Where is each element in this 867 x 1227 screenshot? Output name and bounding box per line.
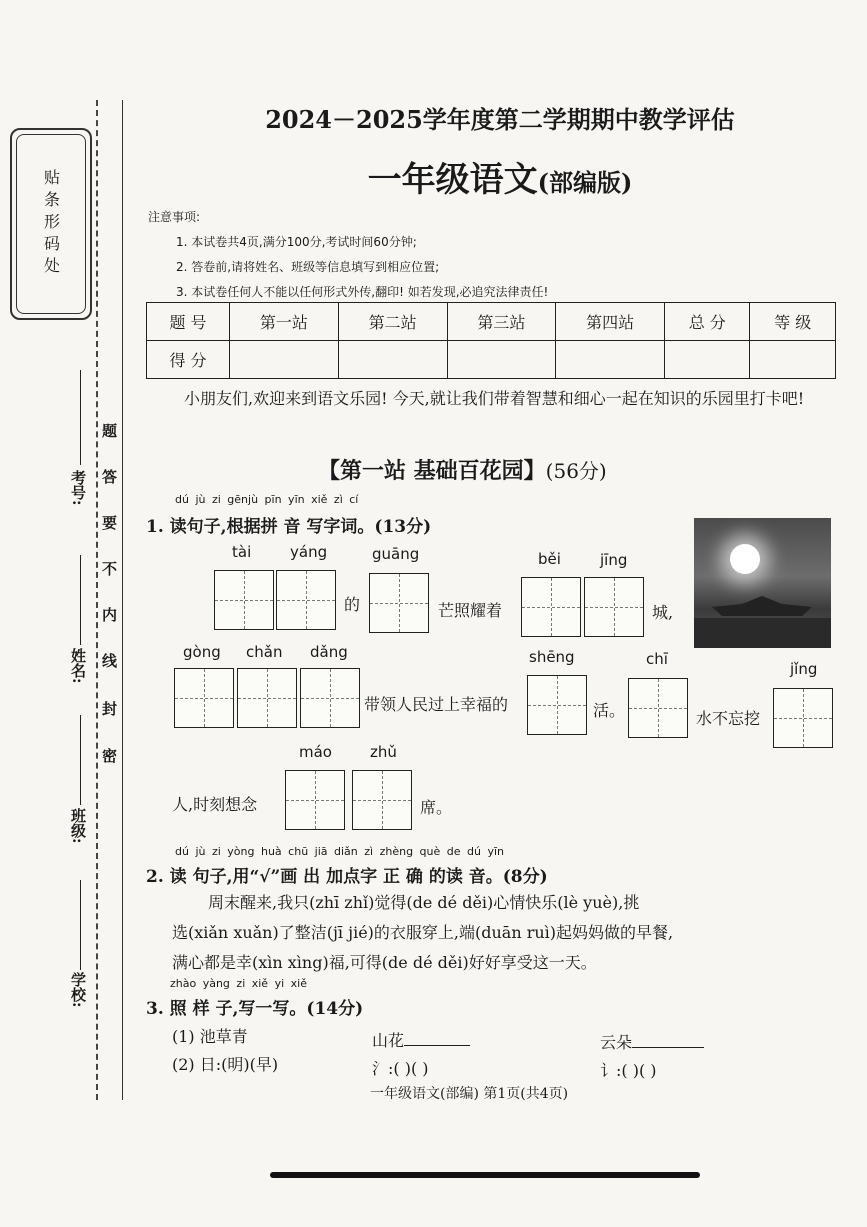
barcode-label: 贴条形码处 — [16, 134, 86, 314]
q2-pinyin: dú jù zi yòng huà chū jiā diǎn zì zhèng què de dú yīn — [175, 845, 505, 858]
seal-char: 内 — [102, 606, 118, 624]
writing-box[interactable] — [300, 668, 360, 728]
notes-heading: 注意事项: — [148, 210, 201, 224]
tiananmen-icon — [712, 596, 812, 616]
q1-text: 带领人民过上幸福的 — [364, 695, 509, 714]
intro-text: 小朋友们,欢迎来到语文乐园! 今天,就让我们带着智慧和细心一起在知识的乐园里打卡吧! — [184, 389, 805, 408]
writing-box[interactable] — [527, 675, 587, 735]
name-label: 姓名: — [69, 648, 87, 684]
seal-char: 题 — [102, 422, 118, 440]
writing-box[interactable] — [214, 570, 274, 630]
seal-char: 线 — [102, 652, 118, 670]
q2-line: 选(xiǎn xuǎn)了整洁(jī jié)的衣服穿上,端(duān ruì)起妈妈做的早餐, — [172, 923, 674, 942]
sun-icon — [730, 544, 760, 574]
pinyin: chī — [646, 650, 668, 668]
table-cell: 第三站 — [447, 303, 556, 341]
pinyin: dǎng — [310, 643, 348, 661]
table-cell: 等 级 — [750, 303, 836, 341]
q1-text: 席。 — [420, 798, 453, 817]
seal-char: 不 — [102, 560, 118, 578]
station1-points: (56分) — [545, 459, 607, 483]
school-line[interactable] — [80, 880, 81, 970]
seal-char: 封 — [102, 700, 118, 718]
note-item: 3. 本试卷任何人不能以任何形式外传,翻印! 如若发现,必追究法律责任! — [176, 285, 549, 299]
class-line[interactable] — [80, 715, 81, 805]
beijing-sun-photo — [694, 518, 831, 648]
ground — [694, 618, 831, 648]
table-cell: 第一站 — [230, 303, 339, 341]
q1-text: 活。 — [593, 701, 626, 720]
writing-box[interactable] — [628, 678, 688, 738]
table-cell: 第四站 — [556, 303, 665, 341]
exam-title: 2024－2025学年度第二学期期中教学评估 — [265, 105, 735, 134]
page-footer: 一年级语文(部编) 第1页(共4页) — [370, 1086, 569, 1102]
scan-edge — [270, 1172, 700, 1178]
binding-dashed-line — [96, 100, 98, 1100]
q3-item-text: 山花 — [372, 1031, 405, 1050]
seal-char: 密 — [102, 747, 118, 765]
station1-title — [318, 454, 607, 485]
writing-box[interactable] — [369, 573, 429, 633]
score-cell[interactable] — [447, 341, 556, 379]
q1-text: 水不忘挖 — [696, 709, 761, 728]
q2-line: 周末醒来,我只(zhī zhǐ)觉得(de dé děi)心情快乐(lè yuè),挑 — [208, 893, 640, 912]
score-cell[interactable] — [556, 341, 665, 379]
table-cell: 得 分 — [147, 341, 230, 379]
writing-box[interactable] — [773, 688, 833, 748]
name-line[interactable] — [80, 555, 81, 645]
score-table — [146, 302, 836, 379]
pinyin: jīng — [600, 551, 628, 569]
q1-pinyin: dú jù zi gēnjù pīn yīn xiě zì cí — [175, 493, 359, 506]
q1-label: 1. 读句子,根据拼 音 写字词。(13分) — [146, 517, 432, 537]
pinyin: guāng — [372, 545, 420, 563]
pinyin: jǐng — [790, 660, 818, 678]
score-table-header-row — [147, 303, 836, 341]
note-item: 2. 答卷前,请将姓名、班级等信息填写到相应位置; — [176, 260, 440, 274]
writing-box[interactable] — [285, 770, 345, 830]
answer-blank[interactable] — [404, 1045, 470, 1046]
pinyin: máo — [299, 743, 332, 761]
q1-text: 城, — [652, 603, 674, 622]
q1-text: 芒照耀着 — [438, 601, 503, 620]
q3-item-text: 云朵 — [600, 1033, 633, 1052]
table-cell: 第二站 — [338, 303, 447, 341]
seal-char: 答 — [102, 468, 118, 486]
table-cell: 总 分 — [665, 303, 750, 341]
table-cell: 题 号 — [147, 303, 230, 341]
exam-number-line[interactable] — [80, 370, 81, 465]
pinyin: yáng — [290, 543, 328, 561]
q3-item — [372, 1028, 470, 1051]
writing-box[interactable] — [521, 577, 581, 637]
q3-item[interactable]: 讠:( )( ) — [600, 1061, 657, 1080]
q3-item[interactable]: 氵:( )( ) — [372, 1059, 429, 1078]
writing-box[interactable] — [237, 668, 297, 728]
q3-pinyin: zhào yàng zi xiě yi xiě — [170, 977, 307, 990]
school-label: 学校: — [69, 972, 87, 1008]
pinyin: gòng — [183, 643, 221, 661]
q2-line: 满心都是幸(xìn xìng)福,可得(de dé děi)好好享受这一天。 — [172, 953, 597, 972]
subject-name: 一年级语文 — [367, 160, 538, 200]
note-item: 1. 本试卷共4页,满分100分,考试时间60分钟; — [176, 235, 417, 249]
pinyin: tài — [232, 543, 252, 561]
score-table-score-row — [147, 341, 836, 379]
writing-box[interactable] — [276, 570, 336, 630]
barcode-area — [10, 128, 92, 320]
writing-box[interactable] — [584, 577, 644, 637]
writing-box[interactable] — [174, 668, 234, 728]
edition: (部编版) — [537, 168, 633, 197]
writing-box[interactable] — [352, 770, 412, 830]
q3-label: 3. 照 样 子,写一写。(14分) — [146, 999, 364, 1019]
q2-label: 2. 读 句子,用“√”画 出 加点字 正 确 的读 音。(8分) — [146, 867, 548, 887]
q3-item — [600, 1030, 704, 1053]
q1-text: 的 — [344, 595, 361, 614]
notes — [148, 205, 548, 305]
exam-number-label: 考号: — [69, 470, 87, 506]
pinyin: chǎn — [246, 643, 283, 661]
score-cell[interactable] — [750, 341, 836, 379]
pinyin: běi — [538, 550, 561, 568]
score-cell[interactable] — [338, 341, 447, 379]
subject-title — [320, 152, 680, 201]
station1-name: 【第一站 基础百花园】 — [318, 458, 546, 484]
answer-blank[interactable] — [632, 1047, 704, 1048]
seal-char: 要 — [102, 514, 118, 532]
q3-example2: (2) 日:(明)(早) — [172, 1055, 279, 1074]
q3-example1: (1) 池草青 — [172, 1027, 248, 1046]
score-cell[interactable] — [230, 341, 339, 379]
pinyin: zhǔ — [370, 743, 397, 761]
score-cell[interactable] — [665, 341, 750, 379]
pinyin: shēng — [529, 648, 575, 666]
binding-solid-line — [122, 100, 123, 1100]
class-label: 班级: — [69, 808, 87, 844]
q1-text: 人,时刻想念 — [172, 795, 258, 814]
